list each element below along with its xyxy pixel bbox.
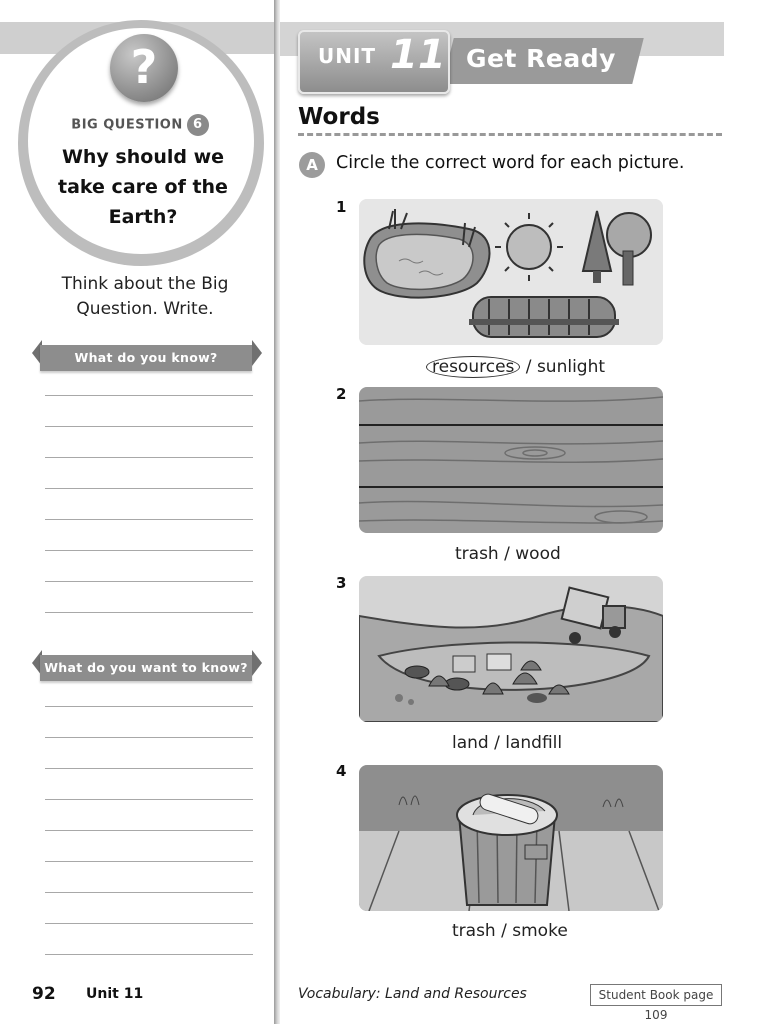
big-question-number: 6: [187, 114, 209, 136]
writing-line[interactable]: [45, 954, 253, 955]
footer-unit-label: Unit 11: [86, 986, 144, 1002]
writing-line[interactable]: [45, 488, 253, 489]
word-option[interactable]: landfill: [505, 733, 563, 753]
unit-number: 11: [390, 32, 446, 78]
item-number: 2: [336, 385, 347, 403]
banner-what-do-you-want-to-know: What do you want to know?: [40, 655, 252, 681]
footer-vocab-label: Vocabulary: Land and Resources: [298, 986, 527, 1002]
writing-line[interactable]: [45, 737, 253, 738]
item-number: 3: [336, 574, 347, 592]
get-ready-title: Get Ready: [466, 44, 616, 73]
separator: /: [488, 733, 506, 753]
item-number: 4: [336, 762, 347, 780]
picture-nature-resources: [359, 199, 663, 345]
page-number: 92: [32, 984, 56, 1004]
writing-line[interactable]: [45, 457, 253, 458]
word-option[interactable]: trash: [455, 544, 499, 564]
writing-line[interactable]: [45, 550, 253, 551]
banner-what-do-you-know: What do you know?: [40, 345, 252, 371]
writing-line[interactable]: [45, 830, 253, 831]
heading-rule: [298, 133, 722, 136]
picture-trash-can: [359, 765, 663, 911]
word-option[interactable]: smoke: [512, 921, 568, 941]
question-mark-icon: ?: [110, 34, 178, 102]
activity-letter-badge: A: [299, 152, 325, 178]
writing-line[interactable]: [45, 923, 253, 924]
big-question-label-text: BIG QUESTION: [71, 117, 183, 133]
writing-line[interactable]: [45, 892, 253, 893]
item-caption: [452, 733, 562, 753]
writing-line[interactable]: [45, 768, 253, 769]
writing-line[interactable]: [45, 799, 253, 800]
writing-line[interactable]: [45, 395, 253, 396]
word-option[interactable]: land: [452, 733, 489, 753]
section-heading: Words: [298, 104, 380, 130]
column-divider: [274, 0, 280, 1024]
word-option[interactable]: sunlight: [536, 357, 606, 377]
separator: /: [498, 544, 516, 564]
student-book-reference: Student Book page 109: [590, 984, 722, 1006]
writing-line[interactable]: [45, 519, 253, 520]
big-question-text: Why should we take care of the Earth?: [58, 146, 228, 228]
separator: /: [495, 921, 513, 941]
writing-line[interactable]: [45, 426, 253, 427]
item-caption: [426, 356, 605, 378]
item-caption: [452, 921, 568, 941]
writing-line[interactable]: [45, 861, 253, 862]
unit-label: UNIT: [318, 44, 377, 68]
word-option[interactable]: wood: [515, 544, 561, 564]
separator: /: [520, 357, 537, 377]
picture-landfill: [359, 576, 663, 722]
think-instruction: Think about the Big Question. Write.: [61, 274, 229, 319]
writing-line[interactable]: [45, 612, 253, 613]
picture-wood: [359, 387, 663, 533]
circled-answer[interactable]: resources: [426, 356, 520, 378]
item-number: 1: [336, 198, 347, 216]
big-question-label: [40, 114, 240, 136]
banner-tail-right: [252, 340, 262, 366]
banner-tail-right: [252, 650, 262, 676]
item-caption: [455, 544, 561, 564]
writing-line[interactable]: [45, 706, 253, 707]
word-option[interactable]: trash: [452, 921, 496, 941]
writing-line[interactable]: [45, 581, 253, 582]
activity-instruction: Circle the correct word for each picture.: [336, 153, 685, 173]
